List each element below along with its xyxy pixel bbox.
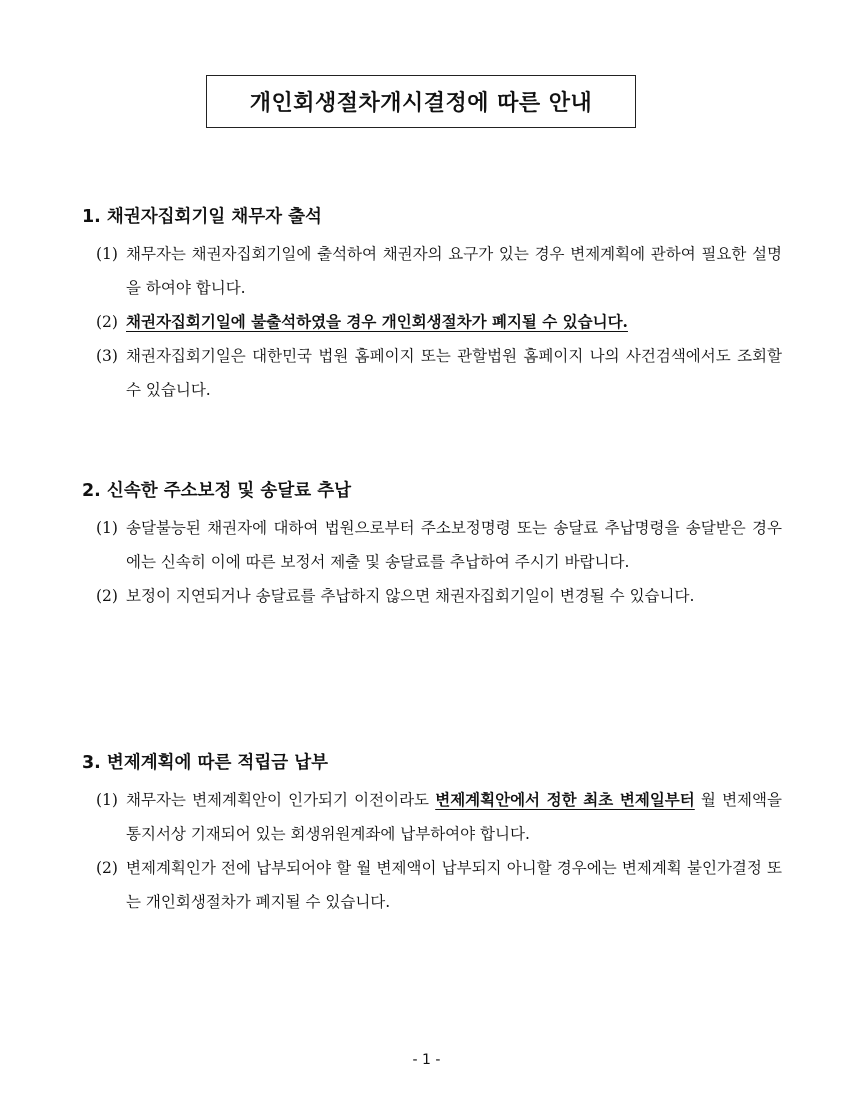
item-text: 보정이 지연되거나 송달료를 추납하지 않으면 채권자집회기일이 변경될 수 있습니다. (126, 587, 695, 605)
item-number: (3) (96, 347, 118, 365)
section-3-item-2 (96, 851, 782, 919)
item-number: (2) (96, 313, 118, 331)
page-number: - 1 - (412, 1052, 441, 1068)
section-1-item-2 (96, 305, 782, 339)
item-number: (1) (96, 791, 118, 809)
item-text: 채무자는 변제계획안이 인가되기 이전이라도 (126, 791, 436, 809)
section-2-item-2 (96, 579, 782, 613)
section-2 (82, 477, 782, 613)
item-text: 채무자는 채권자집회기일에 출석하여 채권자의 요구가 있는 경우 변제계획에 관하여 필요한 설명을 하여야 합니다. (126, 245, 782, 297)
item-number: (1) (96, 245, 118, 263)
item-text: 월 변제액을 통지서상 기재되어 있는 회생위원계좌에 납부하여야 합니다. (126, 791, 782, 843)
item-number: (1) (96, 519, 118, 537)
section-3-heading: 3. 변제계획에 따른 적립금 납부 (82, 753, 329, 773)
section-1 (82, 203, 782, 407)
section-3 (82, 749, 782, 919)
section-1-heading: 1. 채권자집회기일 채무자 출석 (82, 207, 322, 227)
item-text: 채권자집회기일은 대한민국 법원 홈페이지 또는 관할법원 홈페이지 나의 사건검색에서도 조회할 수 있습니다. (126, 347, 782, 399)
section-2-item-1 (96, 511, 782, 579)
item-number: (2) (96, 587, 118, 605)
section-1-item-1 (96, 237, 782, 305)
title-box (206, 75, 636, 128)
section-1-item-3 (96, 339, 782, 407)
item-text: 변제계획인가 전에 납부되어야 할 월 변제액이 납부되지 아니할 경우에는 변제계획 불인가결정 또는 개인회생절차가 폐지될 수 있습니다. (126, 859, 782, 911)
section-2-heading: 2. 신속한 주소보정 및 송달료 추납 (82, 481, 352, 501)
item-text-emphasized: 변제계획안에서 정한 최초 변제일부터 (435, 790, 695, 809)
item-text: 송달불능된 채권자에 대하여 법원으로부터 주소보정명령 또는 송달료 추납명령을 송달받은 경우에는 신속히 이에 따른 보정서 제출 및 송달료를 추납하여 주시기 바랍니다. (126, 519, 782, 571)
document-title: 개인회생절차개시결정에 따른 안내 (249, 91, 593, 116)
item-text-emphasized: 채권자집회기일에 불출석하였을 경우 개인회생절차가 폐지될 수 있습니다. (126, 312, 628, 331)
item-number: (2) (96, 859, 118, 877)
section-3-item-1 (96, 783, 782, 851)
